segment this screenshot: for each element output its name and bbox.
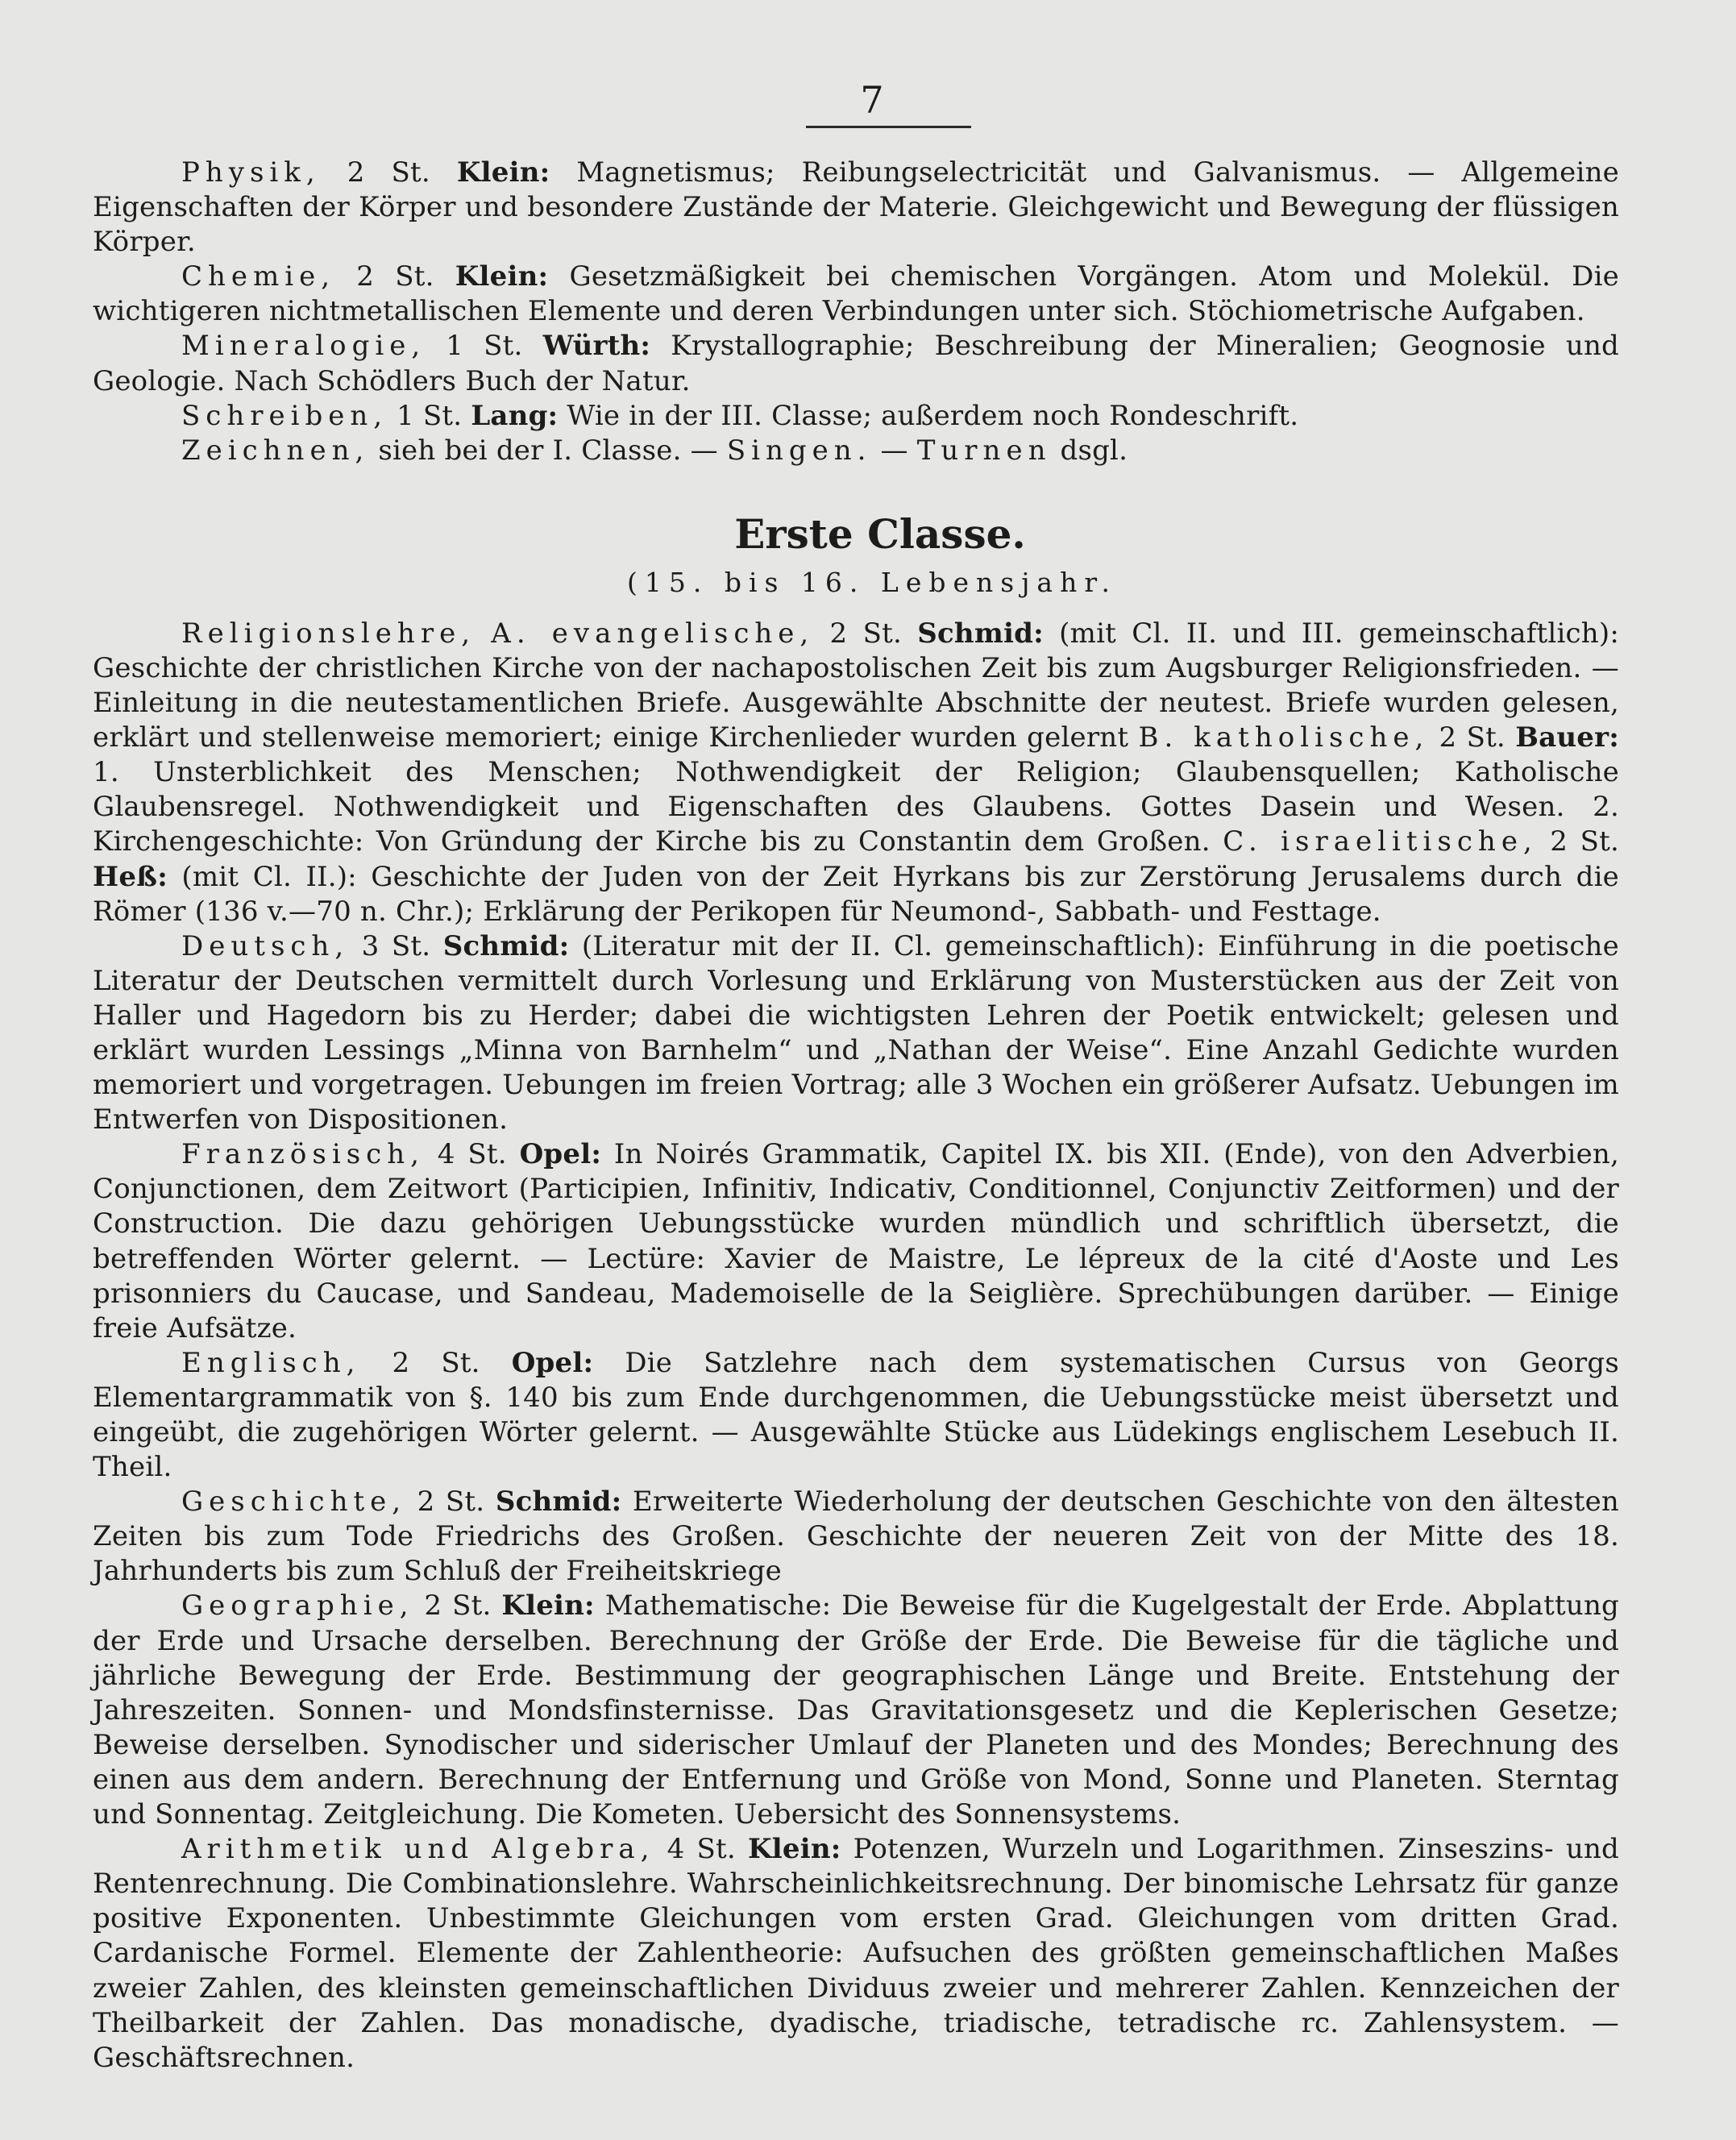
subject-label: Geschichte, bbox=[181, 1486, 407, 1519]
subject-label: Physik, bbox=[181, 156, 321, 189]
hours: 2 St. bbox=[392, 1346, 480, 1379]
dash: — bbox=[880, 434, 908, 467]
paragraph-text: Gesetzmäßigkeit bei chemischen Vorgängen. Atom und Molekül. Die wichtigeren nichtmetallischen Elemente und deren Verbindungen unter sich. Stöchiometrische Aufgaben. bbox=[93, 260, 1619, 328]
hours: 2 St. bbox=[417, 1486, 485, 1519]
paragraph-text: sieh bei der I. Classe. — bbox=[378, 434, 718, 467]
teacher-name: Schmid: bbox=[917, 617, 1044, 650]
teacher-name: Opel: bbox=[519, 1138, 602, 1171]
roman-text: Mademoiselle de la Seiglière. bbox=[670, 1277, 1103, 1310]
subject-label: Chemie, bbox=[181, 260, 336, 293]
subject-label: Religionslehre, bbox=[181, 617, 476, 650]
section-heading: Erste Classe. bbox=[734, 509, 1026, 558]
paragraph-religion bbox=[93, 617, 1619, 929]
paragraph-geschichte bbox=[93, 1485, 1619, 1589]
denomination-label: C. israelitische, bbox=[1223, 825, 1538, 858]
paragraph-physik bbox=[93, 156, 1619, 260]
subject-label: Englisch, bbox=[181, 1346, 361, 1379]
paragraph-englisch bbox=[93, 1346, 1619, 1485]
hours: 2 St. bbox=[1439, 721, 1506, 754]
paragraph-text: Die Satzlehre nach dem systematischen Cursus von Georgs Elementargrammatik von §. 140 bis zum Ende durchgenommen, die Uebungsstücke meist übersetzt und eingeübt, die zugehörigen Wörter gelernt. — Ausgewählte Stücke aus Lüdekings englischem Lesebuch II. Theil. bbox=[93, 1346, 1619, 1484]
paragraph-text: dsgl. bbox=[1060, 434, 1128, 467]
hours: 3 St. bbox=[361, 929, 431, 962]
hours: 4 St. bbox=[667, 1833, 736, 1866]
paragraph-chemie bbox=[93, 260, 1619, 329]
hours: 2 St. bbox=[1550, 825, 1620, 858]
teacher-name: Lang: bbox=[471, 399, 559, 432]
denomination-label: A. evangelische, bbox=[491, 617, 815, 650]
paragraph-text: und bbox=[1497, 1242, 1551, 1275]
subject-label-singen: Singen. bbox=[726, 434, 872, 467]
paragraph-mineralogie bbox=[93, 329, 1619, 398]
paragraph-text: Potenzen, Wurzeln und Logarithmen. Zinseszins- und Rentenrechnung. Die Combinationslehre. Wahrscheinlichkeitsrechnung. Der binomische Lehrsatz für ganze positive Exponenten. Unbestimmte Gleichungen vom ersten Grad. Gleichungen vom dritten Grad. Cardanische Formel. Elemente der Zahlentheorie: Aufsuchen des größten gemeinschaftlichen Maßes zweier Zahlen, des kleinsten gemeinschaftlichen Dividuus zweier und mehrerer Zahlen. Kennzeichen der Theilbarkeit der Zahlen. Das monadische, dyadische, triadische, tetradische rc. Zahlensystem. — Geschäftsrechnen. bbox=[93, 1833, 1620, 2074]
paragraph-geographie bbox=[93, 1589, 1619, 1832]
paragraph-deutsch bbox=[93, 929, 1619, 1138]
hours: 2 St. bbox=[829, 617, 902, 650]
subject-label: Deutsch, bbox=[181, 929, 350, 962]
hours: 1 St. bbox=[446, 330, 523, 363]
paragraph-text: (mit Cl. II.): Geschichte der Juden von der Zeit Hyrkans bis zur Zerstörung Jerusalems durch die Römer (136 v.—70 n. Chr.); Erklärung der Perikopen für Neumond-, Sabbath- und Festtage. bbox=[93, 860, 1619, 928]
paragraph-text: Wie in der III. Classe; außerdem noch Rondeschrift. bbox=[567, 399, 1299, 432]
section-subheading: (15. bis 16. Lebensjahr. bbox=[626, 566, 1117, 598]
page-number: 7 bbox=[860, 78, 884, 122]
paragraph-schreiben bbox=[93, 399, 1619, 434]
subject-label: Französisch, bbox=[181, 1138, 425, 1171]
paragraph-text: Magnetismus; Reibungselectricität und Galvanismus. — Allgemeine Eigenschaften der Körper und besondere Zustände der Materie. Gleichgewicht und Bewegung der flüssigen Körper. bbox=[93, 156, 1619, 259]
paragraph-text: (Literatur mit der II. Cl. gemeinschaftlich): Einführung in die poetische Literatur der Deutschen vermittelt durch Vorlesung und Erklärung von Musterstücken aus der Zeit von Haller und Hagedorn bis zu Herder; dabei die wichtigsten Lehren der Poetik entwickelt; gelesen und erklärt wurden Lessings „Minna von Barnhelm“ und „Nathan der Weise“. Eine Anzahl Gedichte wurden memoriert und vorgetragen. Uebungen im freien Vortrag; alle 3 Wochen ein größerer Aufsatz. Uebungen im Entwerfen von Dispositionen. bbox=[93, 929, 1619, 1136]
teacher-name: Heß: bbox=[93, 860, 168, 893]
paragraph-text: (mit Cl. II. und III. gemeinschaftlich): Geschichte der christlichen Kirche von der nachapostolischen Zeit bis zum Augsburger Religionsfrieden. — Einleitung in die neutestamentlichen Briefe. Ausgewählte Abschnitte der neutest. Briefe wurden gelesen, erklärt und stellenweise memoriert; einige Kirchenlieder wurden gelernt bbox=[93, 617, 1620, 754]
hours: 4 St. bbox=[437, 1138, 507, 1171]
roman-text: Xavier de Maistre, Le lépreux de la cité d'Aoste bbox=[725, 1242, 1478, 1275]
subject-label: Arithmetik und Algebra, bbox=[181, 1833, 655, 1866]
paragraph-text: 1. Unsterblichkeit des Menschen; Nothwendigkeit der Religion; Glaubensquellen; Katholische Glaubensregel. Nothwendigkeit und Eigenschaften des Glaubens. Gottes Dasein und Wesen. 2. Kirchengeschichte: Von Gründung der Kirche bis zu Constantin dem Großen. bbox=[93, 756, 1619, 858]
teacher-name: Bauer: bbox=[1515, 721, 1619, 754]
paragraph-zeichnen bbox=[93, 434, 1619, 468]
header-rule bbox=[806, 126, 971, 128]
paragraph-text: In Noirés Grammatik, Capitel IX. bis XII. (Ende), von den Adverbien, Conjunctionen, dem Zeitwort (Participien, Infinitiv, Indicativ, Conditionnel, Conjunctiv Zeitformen) und der Construction. Die dazu gehörigen Uebungsstücke wurden mündlich und schriftlich übersetzt, die betreffenden Wörter gelernt. — Lectüre: bbox=[93, 1138, 1619, 1275]
hours: 2 St. bbox=[424, 1589, 492, 1623]
teacher-name: Würth: bbox=[542, 330, 651, 363]
subject-label: Geographie, bbox=[181, 1589, 414, 1623]
teacher-name: Opel: bbox=[511, 1346, 594, 1379]
teacher-name: Klein: bbox=[455, 260, 549, 293]
subject-label: Schreiben, bbox=[181, 399, 388, 432]
teacher-name: Klein: bbox=[456, 156, 550, 189]
paragraph-text: Mathematische: Die Beweise für die Kugelgestalt der Erde. Abplattung der Erde und Ursache derselben. Berechnung der Größe der Erde. Die Beweise für die tägliche und jährliche Bewegung der Erde. Bestimmung der geographischen Länge und Breite. Entstehung der Jahreszeiten. Sonnen- und Mondsfinsternisse. Das Gravitationsgesetz und die Keplerischen Gesetze; Beweise derselben. Synodischer und siderischer Umlauf der Planeten und des Mondes; Berechnung des einen aus dem andern. Berechnung der Entfernung und Größe von Mond, Sonne und Planeten. Sterntag und Sonnentag. Zeitgleichung. Die Kometen. Uebersicht des Sonnensystems. bbox=[93, 1589, 1620, 1831]
denomination-label: B. katholische, bbox=[1138, 721, 1430, 754]
paragraph-franzoesisch bbox=[93, 1137, 1619, 1346]
hours: 2 St. bbox=[347, 156, 430, 189]
paragraph-arithmetik bbox=[93, 1832, 1619, 2076]
hours: 2 St. bbox=[356, 260, 434, 293]
roman-text: Les prisonniers du Caucase, bbox=[93, 1242, 1619, 1310]
subject-label-turnen: Turnen bbox=[916, 434, 1052, 467]
paragraph-text: Krystallographie; Beschreibung der Mineralien; Geognosie und Geologie. Nach Schödlers Buch der Natur. bbox=[93, 330, 1620, 397]
teacher-name: Klein: bbox=[501, 1589, 595, 1623]
teacher-name: Schmid: bbox=[495, 1486, 622, 1519]
subject-label: Mineralogie, bbox=[181, 330, 426, 363]
paragraph-text: Erweiterte Wiederholung der deutschen Geschichte von den ältesten Zeiten bis zum Tode Friedrichs des Großen. Geschichte der neueren Zeit von der Mitte des 18. Jahrhunderts bis zum Schluß der Freiheitskriege bbox=[93, 1486, 1620, 1588]
paragraph-text: und Sandeau, bbox=[457, 1277, 656, 1310]
teacher-name: Klein: bbox=[748, 1833, 841, 1866]
paragraph-text: Sprechübungen darüber. — Einige freie Aufsätze. bbox=[93, 1277, 1619, 1344]
hours: 1 St. bbox=[397, 399, 463, 432]
teacher-name: Schmid: bbox=[442, 929, 570, 962]
subject-label: Zeichnen, bbox=[181, 434, 370, 467]
